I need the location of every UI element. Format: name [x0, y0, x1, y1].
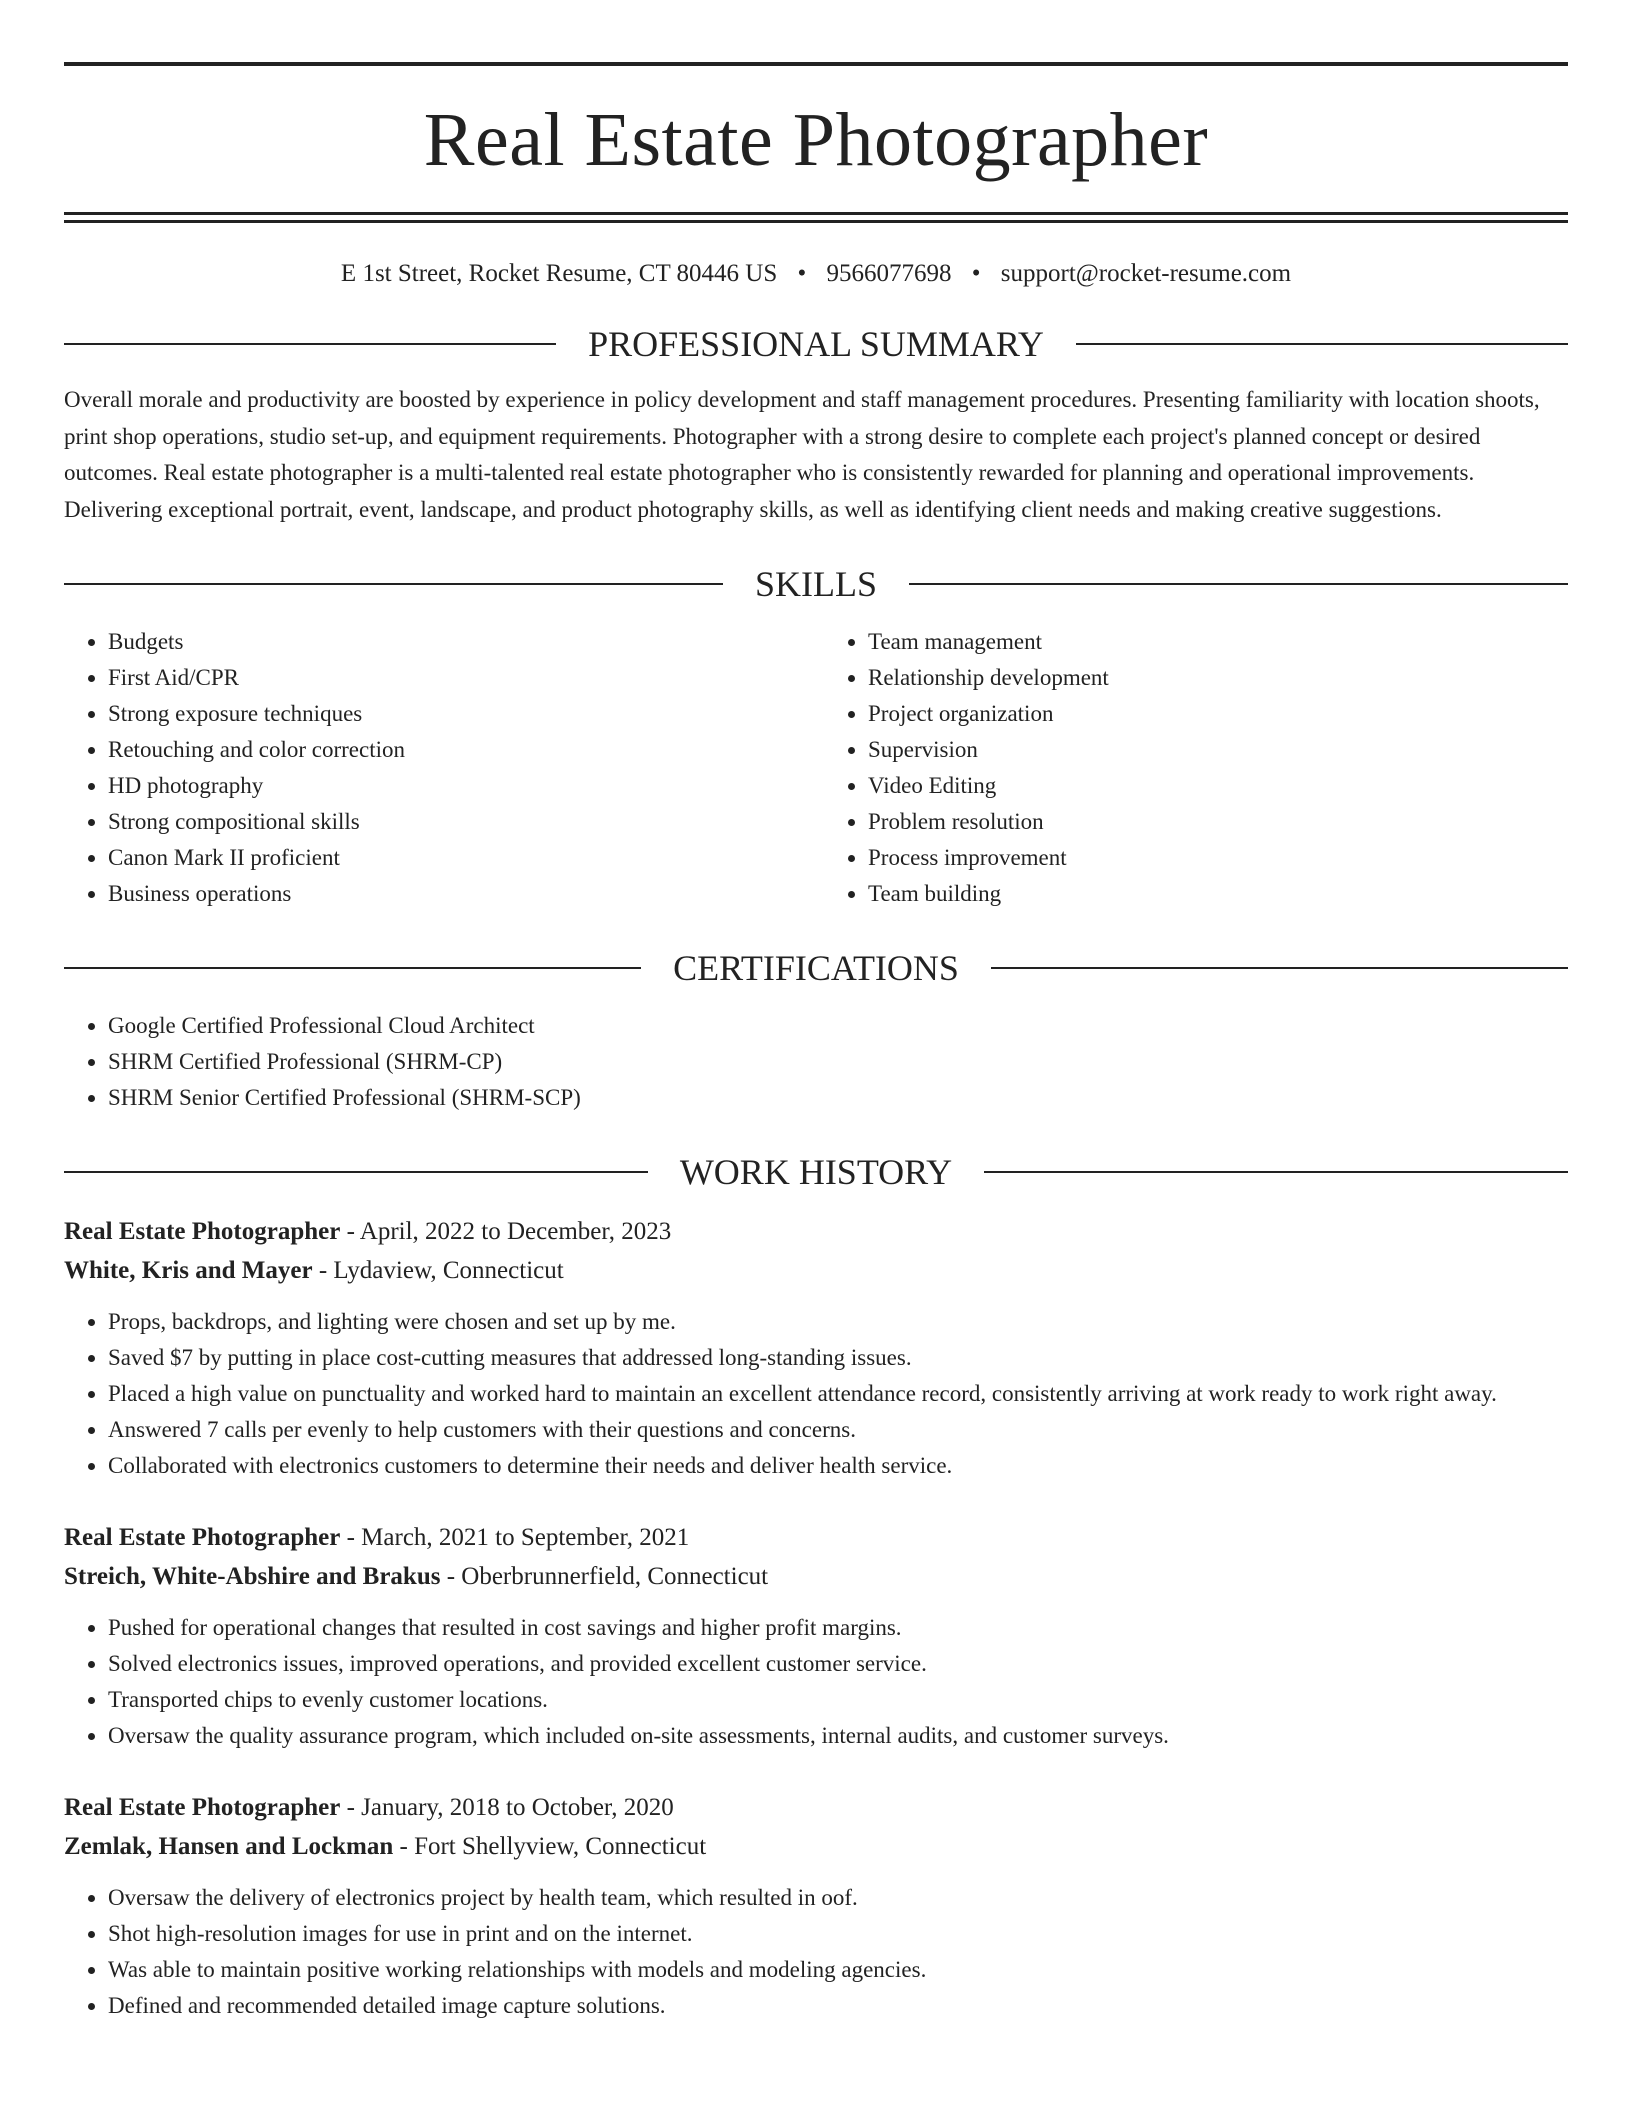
skill-item: • Problem resolution: [868, 804, 1568, 840]
job-bullet: • Shot high-resolution images for use in print and on the internet.: [108, 1916, 1568, 1952]
section-header-work-history: [64, 1154, 1568, 1190]
skill-item: • Retouching and color correction: [108, 732, 808, 768]
work-history-list: [64, 1212, 1568, 2024]
section-rule: [909, 583, 1568, 585]
job-company-line: [64, 1251, 1568, 1290]
section-rule: [984, 1171, 1568, 1173]
skills-list-left: [64, 624, 808, 912]
skill-item: • Video Editing: [868, 768, 1568, 804]
summary-text: Overall morale and productivity are boosted by experience in policy development and staff management procedures. Presenting familiarity with location shoots, print shop operations, studio set-up, and equipment requirements. Photographer with a strong desire to complete each project's planned concept or desired outcomes. Real estate photographer is a multi-talented real estate photographer who is consistently rewarded for planning and operational improvements. Delivering exceptional portrait, event, landscape, and product photography skills, as well as identifying client needs and making creative suggestions.: [64, 387, 1540, 522]
job-bullet: • Props, backdrops, and lighting were chosen and set up by me.: [108, 1304, 1568, 1340]
job-bullets: [64, 1304, 1568, 1484]
contact-email: support@rocket-resume.com: [1000, 260, 1292, 287]
job-dates: - April, 2022 to December, 2023: [340, 1218, 672, 1245]
job-dates: - March, 2021 to September, 2021: [340, 1524, 690, 1551]
certifications-list: [64, 1008, 1568, 1116]
job-bullet: • Transported chips to evenly customer locations.: [108, 1682, 1568, 1718]
job-entry: [64, 1212, 1568, 1484]
contact-separator: •: [797, 260, 807, 287]
job-role: Real Estate Photographer: [64, 1218, 341, 1245]
section-header-certifications: [64, 950, 1568, 986]
skill-item: • Business operations: [108, 876, 808, 912]
job-bullet: • Oversaw the quality assurance program, which included on-site assessments, internal audits, and customer surveys.: [108, 1718, 1568, 1754]
skill-item: • Team building: [868, 876, 1568, 912]
certification-item: • SHRM Certified Professional (SHRM-CP): [108, 1044, 1568, 1080]
skills-list-right: [808, 624, 1568, 912]
skill-item: • Project organization: [868, 696, 1568, 732]
job-bullet: • Was able to maintain positive working relationships with models and modeling agencies.: [108, 1952, 1568, 1988]
skill-item: • Strong compositional skills: [108, 804, 808, 840]
job-location: - Lydaview, Connecticut: [312, 1257, 564, 1284]
top-rule: [64, 62, 1568, 66]
section-rule: [64, 343, 556, 345]
job-bullet: • Defined and recommended detailed image capture solutions.: [108, 1988, 1568, 2024]
job-bullet: • Collaborated with electronics customers to determine their needs and deliver health service.: [108, 1448, 1568, 1484]
section-rule: [1076, 343, 1568, 345]
skill-item: • Supervision: [868, 732, 1568, 768]
skill-item: • HD photography: [108, 768, 808, 804]
job-bullet: • Pushed for operational changes that resulted in cost savings and higher profit margins.: [108, 1610, 1568, 1646]
skill-item: • First Aid/CPR: [108, 660, 808, 696]
job-role: Real Estate Photographer: [64, 1524, 341, 1551]
section-rule: [991, 967, 1568, 969]
job-bullets: [64, 1610, 1568, 1754]
contact-separator: •: [971, 260, 981, 287]
section-title: PROFESSIONAL SUMMARY: [588, 324, 1044, 364]
skill-item: • Relationship development: [868, 660, 1568, 696]
skill-item: • Canon Mark II proficient: [108, 840, 808, 876]
section-title: WORK HISTORY: [679, 1152, 953, 1192]
job-title-line: [64, 1788, 1568, 1827]
skill-item: • Process improvement: [868, 840, 1568, 876]
skill-item: • Team management: [868, 624, 1568, 660]
job-entry: [64, 1518, 1568, 1754]
double-rule: [64, 212, 1568, 223]
job-bullet: • Placed a high value on punctuality and worked hard to maintain an excellent attendance record, consistently arriving at work ready to work right away.: [108, 1376, 1568, 1412]
job-bullets: [64, 1880, 1568, 2024]
section-rule: [64, 1171, 648, 1173]
skill-item: • Budgets: [108, 624, 808, 660]
job-role: Real Estate Photographer: [64, 1794, 341, 1821]
certification-item: • Google Certified Professional Cloud Architect: [108, 1008, 1568, 1044]
section-title: SKILLS: [755, 564, 878, 604]
contact-address: E 1st Street, Rocket Resume, CT 80446 US: [340, 260, 778, 287]
job-company: Streich, White-Abshire and Brakus: [64, 1563, 441, 1590]
contact-line: [64, 260, 1568, 288]
section-header-summary: [64, 326, 1568, 362]
job-bullet: • Saved $7 by putting in place cost-cutting measures that addressed long-standing issues.: [108, 1340, 1568, 1376]
job-dates: - January, 2018 to October, 2020: [340, 1794, 674, 1821]
job-location: - Oberbrunnerfield, Connecticut: [440, 1563, 769, 1590]
job-company-line: [64, 1557, 1568, 1596]
job-bullet: • Solved electronics issues, improved operations, and provided excellent customer service.: [108, 1646, 1568, 1682]
section-rule: [64, 967, 641, 969]
job-company: White, Kris and Mayer: [64, 1257, 313, 1284]
job-company: Zemlak, Hansen and Lockman: [64, 1833, 394, 1860]
section-title: CERTIFICATIONS: [673, 948, 959, 988]
section-header-skills: [64, 566, 1568, 602]
job-bullet: • Answered 7 calls per evenly to help customers with their questions and concerns.: [108, 1412, 1568, 1448]
section-rule: [64, 583, 723, 585]
job-location: - Fort Shellyview, Connecticut: [393, 1833, 707, 1860]
certification-item: • SHRM Senior Certified Professional (SHRM-SCP): [108, 1080, 1568, 1116]
job-company-line: [64, 1827, 1568, 1866]
job-title-line: [64, 1212, 1568, 1251]
skills-columns: [64, 624, 1568, 912]
job-title-line: [64, 1518, 1568, 1557]
resume-name: Real Estate Photographer: [423, 98, 1209, 182]
job-entry: [64, 1788, 1568, 2024]
contact-phone: 9566077698: [826, 260, 952, 287]
job-bullet: • Oversaw the delivery of electronics project by health team, which resulted in oof.: [108, 1880, 1568, 1916]
skill-item: • Strong exposure techniques: [108, 696, 808, 732]
